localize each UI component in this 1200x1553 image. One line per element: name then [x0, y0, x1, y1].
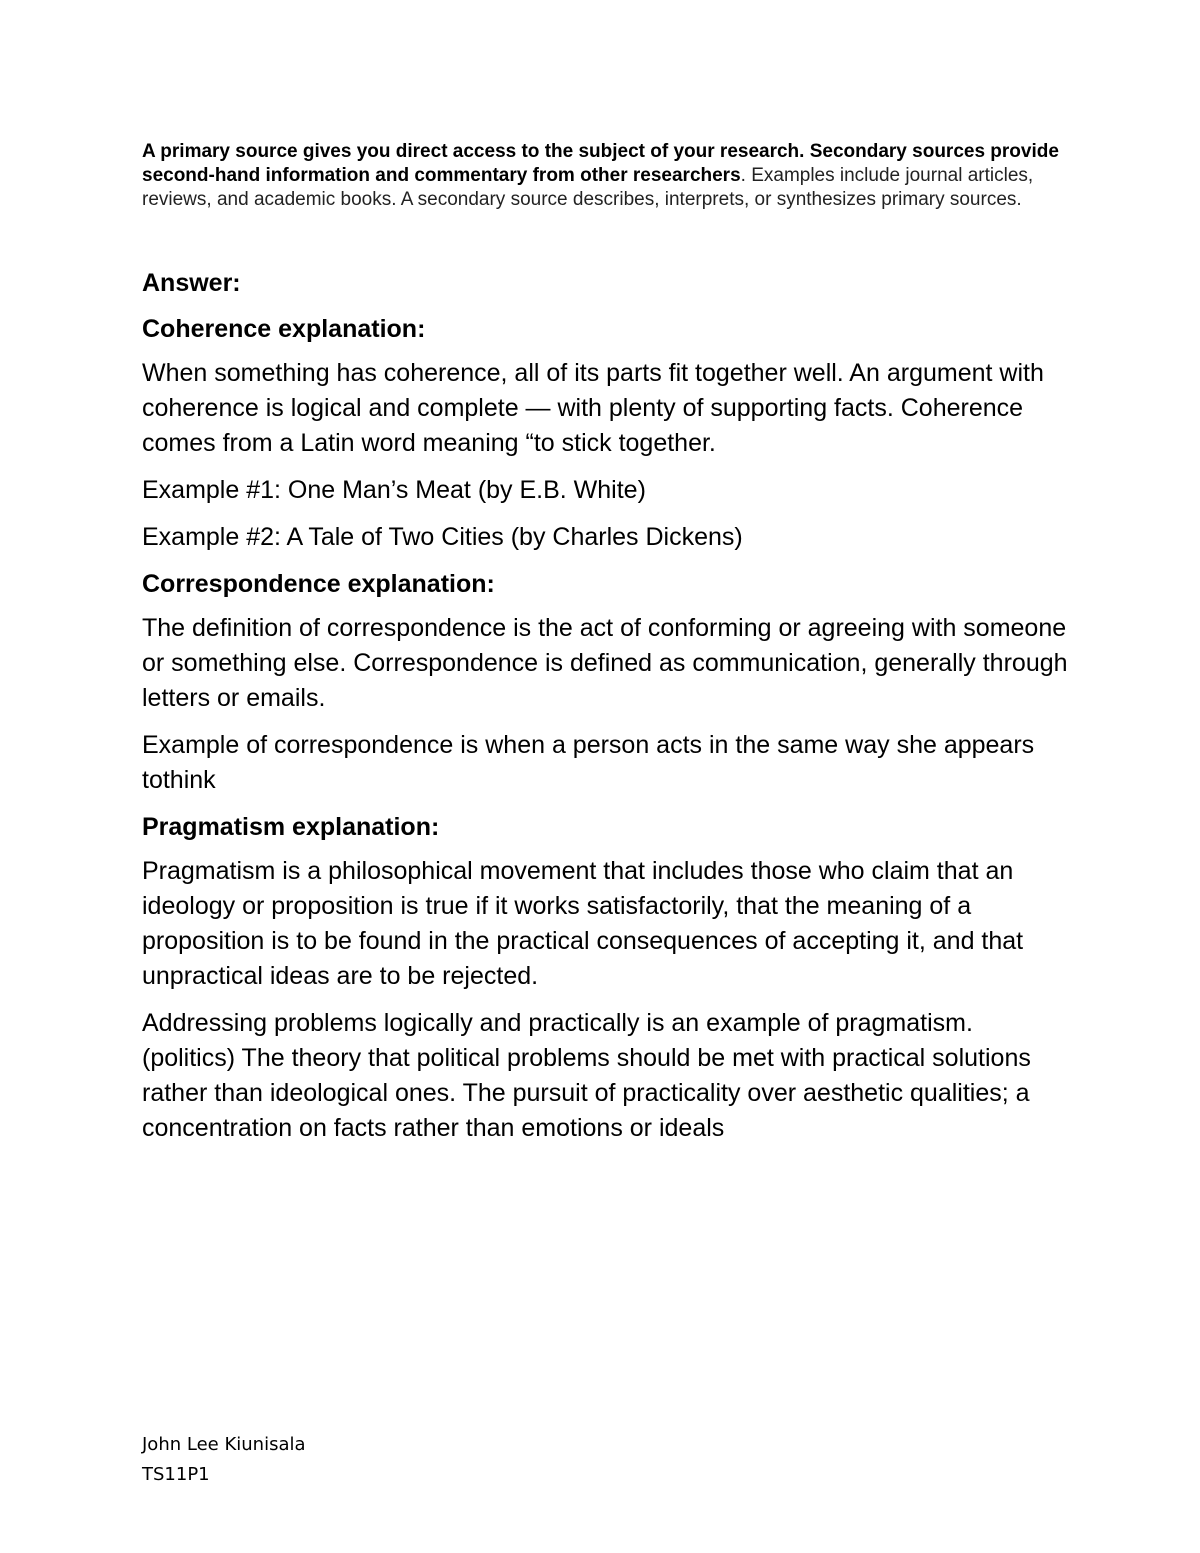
intro-plain-text: . Examples include journal articles, reviews, and academic books. A secondary source describes, interprets, or synthesizes primary sources. — [142, 165, 1034, 210]
correspondence-example: Example of correspondence is when a person acts in the same way she appears tothink — [142, 731, 1035, 794]
author-name: John Lee Kiunisala — [142, 1434, 306, 1455]
coherence-example-1: Example #1: One Man’s Meat (by E.B. White) — [142, 476, 646, 504]
correspondence-paragraph: The definition of correspondence is the act of conforming or agreeing with someone or something else. Correspondence is defined as communication, generally through letters or emails. — [142, 614, 1068, 712]
document-body — [142, 140, 1072, 1146]
answer-heading: Answer: — [142, 269, 241, 297]
document-footer — [142, 1430, 306, 1490]
pragmatism-heading: Pragmatism explanation: — [142, 813, 440, 841]
intro-paragraph — [142, 140, 1072, 212]
coherence-paragraph: When something has coherence, all of its parts fit together well. An argument with coherence is logical and complete — with plenty of supporting facts. Coherence comes from a Latin word meaning “to stick together. — [142, 359, 1044, 457]
section-code: TS11P1 — [142, 1464, 210, 1485]
coherence-example-2: Example #2: A Tale of Two Cities (by Charles Dickens) — [142, 523, 743, 551]
intro-bold-text: A primary source gives you direct access to the subject of your research. Secondary sources provide second-hand information and commentary from other researchers — [142, 141, 1059, 186]
correspondence-heading: Correspondence explanation: — [142, 570, 495, 598]
pragmatism-example: Addressing problems logically and practically is an example of pragmatism. (politics) The theory that political problems should be met with practical solutions rather than ideological ones. The pursuit of practicality over aesthetic qualities; a concentration on facts rather than emotions or ideals — [142, 1009, 1031, 1142]
pragmatism-paragraph: Pragmatism is a philosophical movement that includes those who claim that an ideology or proposition is true if it works satisfactorily, that the meaning of a proposition is to be found in the practical consequences of accepting it, and that unpractical ideas are to be rejected. — [142, 857, 1024, 990]
coherence-heading: Coherence explanation: — [142, 315, 426, 343]
